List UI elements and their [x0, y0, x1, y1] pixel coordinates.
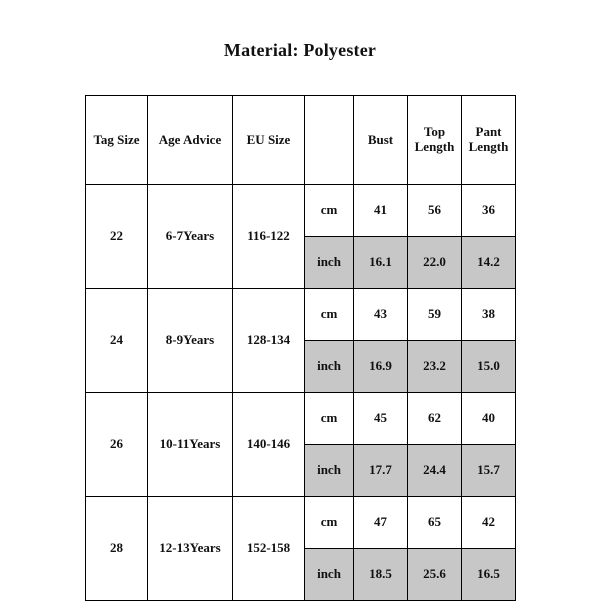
table-row	[86, 497, 516, 549]
cell-bust-inch: 17.7	[354, 445, 408, 497]
cell-bust-cm: 47	[354, 497, 408, 549]
table-row	[86, 289, 516, 341]
column-header-pant-length-label: Pant Length	[468, 124, 509, 154]
cell-pant-length-cm: 38	[462, 289, 516, 341]
cell-pant-length-inch: 16.5	[462, 549, 516, 601]
size-chart-container	[85, 95, 515, 601]
cell-bust-inch: 16.1	[354, 237, 408, 289]
cell-eu-size: 140-146	[233, 393, 305, 497]
cell-unit-cm: cm	[305, 185, 354, 237]
cell-age-advice: 8-9Years	[148, 289, 233, 393]
column-header-bust	[354, 96, 408, 185]
cell-tag-size: 24	[86, 289, 148, 393]
cell-bust-inch: 18.5	[354, 549, 408, 601]
cell-top-length-inch: 25.6	[408, 549, 462, 601]
cell-tag-size: 22	[86, 185, 148, 289]
cell-top-length-cm: 62	[408, 393, 462, 445]
table-row	[86, 393, 516, 445]
cell-unit-cm: cm	[305, 393, 354, 445]
cell-bust-cm: 41	[354, 185, 408, 237]
cell-top-length-inch: 24.4	[408, 445, 462, 497]
column-header-age-advice-label: Age Advice	[158, 131, 222, 147]
cell-unit-inch: inch	[305, 341, 354, 393]
cell-pant-length-inch: 15.0	[462, 341, 516, 393]
cell-age-advice: 12-13Years	[148, 497, 233, 601]
cell-pant-length-cm: 36	[462, 185, 516, 237]
column-header-tag-size	[86, 96, 148, 185]
cell-pant-length-cm: 42	[462, 497, 516, 549]
column-header-top-length-label: Top Length	[414, 124, 455, 154]
cell-unit-cm: cm	[305, 289, 354, 341]
cell-unit-cm: cm	[305, 497, 354, 549]
column-header-tag-size-label: Tag Size	[93, 131, 140, 147]
table-header-row	[86, 96, 516, 185]
column-header-eu-size	[233, 96, 305, 185]
cell-pant-length-inch: 15.7	[462, 445, 516, 497]
column-header-eu-size-label: EU Size	[246, 131, 291, 147]
cell-bust-cm: 45	[354, 393, 408, 445]
cell-tag-size: 28	[86, 497, 148, 601]
cell-top-length-inch: 22.0	[408, 237, 462, 289]
cell-eu-size: 152-158	[233, 497, 305, 601]
cell-eu-size: 116-122	[233, 185, 305, 289]
column-header-pant-length	[462, 96, 516, 185]
cell-tag-size: 26	[86, 393, 148, 497]
cell-unit-inch: inch	[305, 237, 354, 289]
cell-bust-inch: 16.9	[354, 341, 408, 393]
column-header-age-advice	[148, 96, 233, 185]
table-row	[86, 185, 516, 237]
cell-age-advice: 6-7Years	[148, 185, 233, 289]
cell-pant-length-inch: 14.2	[462, 237, 516, 289]
cell-unit-inch: inch	[305, 445, 354, 497]
column-header-top-length	[408, 96, 462, 185]
column-header-unit	[305, 96, 354, 185]
column-header-bust-label: Bust	[367, 131, 394, 147]
cell-age-advice: 10-11Years	[148, 393, 233, 497]
cell-bust-cm: 43	[354, 289, 408, 341]
cell-pant-length-cm: 40	[462, 393, 516, 445]
cell-top-length-inch: 23.2	[408, 341, 462, 393]
cell-unit-inch: inch	[305, 549, 354, 601]
cell-top-length-cm: 56	[408, 185, 462, 237]
table-header	[86, 96, 516, 185]
size-chart-table	[85, 95, 516, 601]
cell-top-length-cm: 65	[408, 497, 462, 549]
cell-top-length-cm: 59	[408, 289, 462, 341]
table-body	[86, 185, 516, 601]
cell-eu-size: 128-134	[233, 289, 305, 393]
page-title: Material: Polyester	[223, 40, 377, 60]
